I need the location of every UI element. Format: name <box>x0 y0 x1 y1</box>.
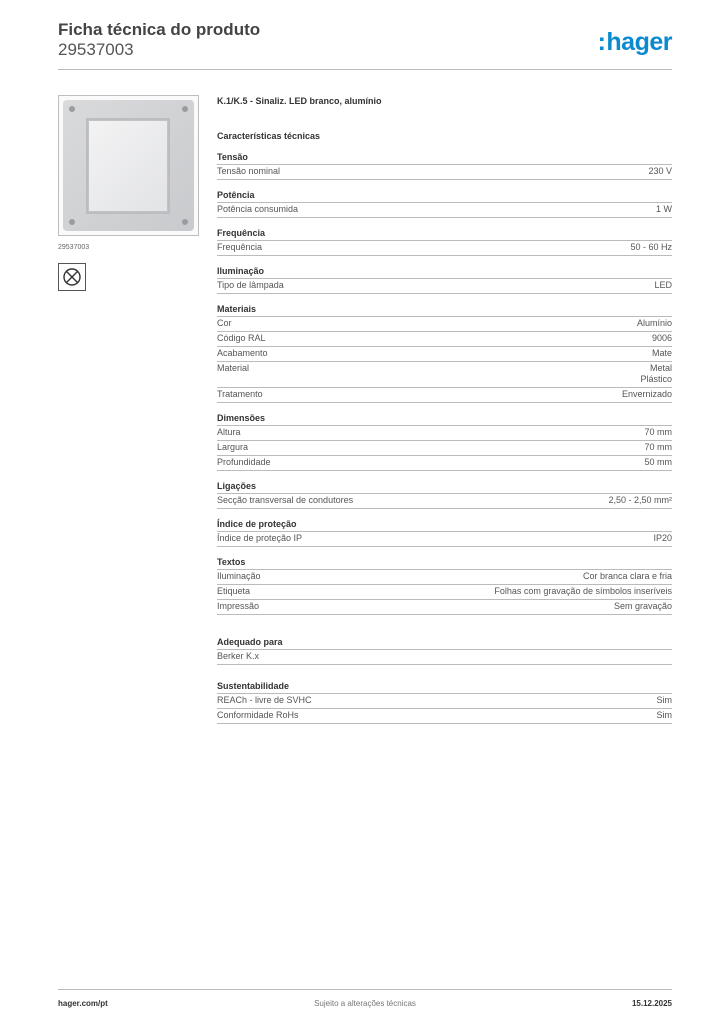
spec-label: Frequência <box>217 242 263 252</box>
spec-label: Conformidade RoHs <box>217 710 299 720</box>
spec-content <box>217 96 672 724</box>
spec-row <box>217 441 672 456</box>
led-lens <box>88 120 168 212</box>
spec-label: Código RAL <box>217 333 266 343</box>
spec-label: Tensão nominal <box>217 166 281 176</box>
spec-row <box>217 650 672 665</box>
spec-label: Berker K.x <box>217 651 260 661</box>
spec-label: Potência consumida <box>217 204 299 214</box>
spec-value: 1 W <box>655 204 672 214</box>
spec-value: Envernizado <box>621 389 672 399</box>
spec-row <box>217 456 672 471</box>
spec-group <box>217 481 672 509</box>
spec-value: Folhas com gravação de símbolos inseríveis <box>494 586 672 596</box>
spec-label: Largura <box>217 442 249 452</box>
product-number: 29537003 <box>58 40 134 59</box>
spec-value: Cor branca clara e fria <box>582 571 672 581</box>
group-title: Tensão <box>217 152 672 165</box>
footer-note: Sujeito a alterações técnicas <box>314 999 416 1008</box>
spec-group <box>217 152 672 180</box>
spec-row <box>217 347 672 362</box>
group-title: Textos <box>217 557 672 570</box>
spec-label: Índice de proteção IP <box>217 533 303 543</box>
spec-row <box>217 279 672 294</box>
group-title: Ligações <box>217 481 672 494</box>
spec-label: Material <box>217 363 250 373</box>
page-header <box>58 20 672 70</box>
spec-value: Alumínio <box>636 318 672 328</box>
spec-row <box>217 317 672 332</box>
document-title: Ficha técnica do produto <box>58 20 261 39</box>
spec-group <box>217 413 672 471</box>
spec-value: 50 mm <box>644 457 672 467</box>
spec-value: 70 mm <box>644 442 672 452</box>
spec-value: Sim <box>656 695 672 705</box>
spec-label: Iluminação <box>217 571 261 581</box>
spec-row <box>217 426 672 441</box>
section-heading: Características técnicas <box>217 131 321 141</box>
spec-row <box>217 332 672 347</box>
website-link[interactable]: hager.com/pt <box>58 999 108 1008</box>
spec-group <box>217 190 672 218</box>
image-caption: 29537003 <box>58 244 90 251</box>
spec-row <box>217 570 672 585</box>
spec-value: 70 mm <box>644 427 672 437</box>
lamp-symbol-icon <box>58 263 86 291</box>
spec-value: 9006 <box>651 333 672 343</box>
spec-row <box>217 203 672 218</box>
spec-group <box>217 228 672 256</box>
spec-group <box>217 519 672 547</box>
spec-row <box>217 362 672 388</box>
spec-label: Etiqueta <box>217 586 251 596</box>
spec-row <box>217 241 672 256</box>
spec-label: Profundidade <box>217 457 271 467</box>
spec-value: Sim <box>656 710 672 720</box>
spec-label: Tipo de lâmpada <box>217 280 284 290</box>
spec-value: 2,50 - 2,50 mm² <box>608 495 672 505</box>
spec-group <box>217 557 672 615</box>
spec-group-sustentabilidade <box>217 681 672 724</box>
spec-groups <box>217 152 672 615</box>
spec-value: LED <box>654 280 672 290</box>
group-title: Sustentabilidade <box>217 681 672 694</box>
screw-icon <box>182 219 188 225</box>
spec-value: 230 V <box>648 166 672 176</box>
spec-row <box>217 494 672 509</box>
cover-plate <box>63 100 194 231</box>
group-title: Frequência <box>217 228 672 241</box>
spec-row <box>217 600 672 615</box>
group-title: Dimensões <box>217 413 672 426</box>
spec-row <box>217 694 672 709</box>
spec-value: Metal Plástico <box>640 363 672 384</box>
product-name: K.1/K.5 - Sinaliz. LED branco, alumínio <box>217 96 382 106</box>
group-title: Potência <box>217 190 672 203</box>
spec-row <box>217 388 672 403</box>
group-title: Iluminação <box>217 266 672 279</box>
spec-value: 50 - 60 Hz <box>630 242 672 252</box>
spec-group <box>217 266 672 294</box>
spec-row <box>217 165 672 180</box>
group-title: Adequado para <box>217 637 672 650</box>
spec-label: Secção transversal de condutores <box>217 495 354 505</box>
spec-value: Mate <box>651 348 672 358</box>
screw-icon <box>69 106 75 112</box>
spec-label: REACh - livre de SVHC <box>217 695 312 705</box>
spec-label: Altura <box>217 427 241 437</box>
hager-logo: :hager <box>597 28 672 56</box>
spec-label: Cor <box>217 318 232 328</box>
spec-row <box>217 709 672 724</box>
product-image <box>58 95 199 236</box>
logo-text: hager <box>606 28 672 56</box>
spec-label: Acabamento <box>217 348 268 358</box>
spec-row <box>217 585 672 600</box>
group-title: Índice de proteção <box>217 519 672 532</box>
spec-label: Impressão <box>217 601 260 611</box>
screw-icon <box>182 106 188 112</box>
spec-value: IP20 <box>653 533 672 543</box>
spec-label: Tratamento <box>217 389 263 399</box>
spec-value: Sem gravação <box>613 601 672 611</box>
screw-icon <box>69 219 75 225</box>
spec-row <box>217 532 672 547</box>
group-title: Materiais <box>217 304 672 317</box>
footer-date: 15.12.2025 <box>631 999 672 1008</box>
page-footer <box>58 989 672 1011</box>
spec-group <box>217 304 672 403</box>
spec-group-adequado <box>217 637 672 665</box>
